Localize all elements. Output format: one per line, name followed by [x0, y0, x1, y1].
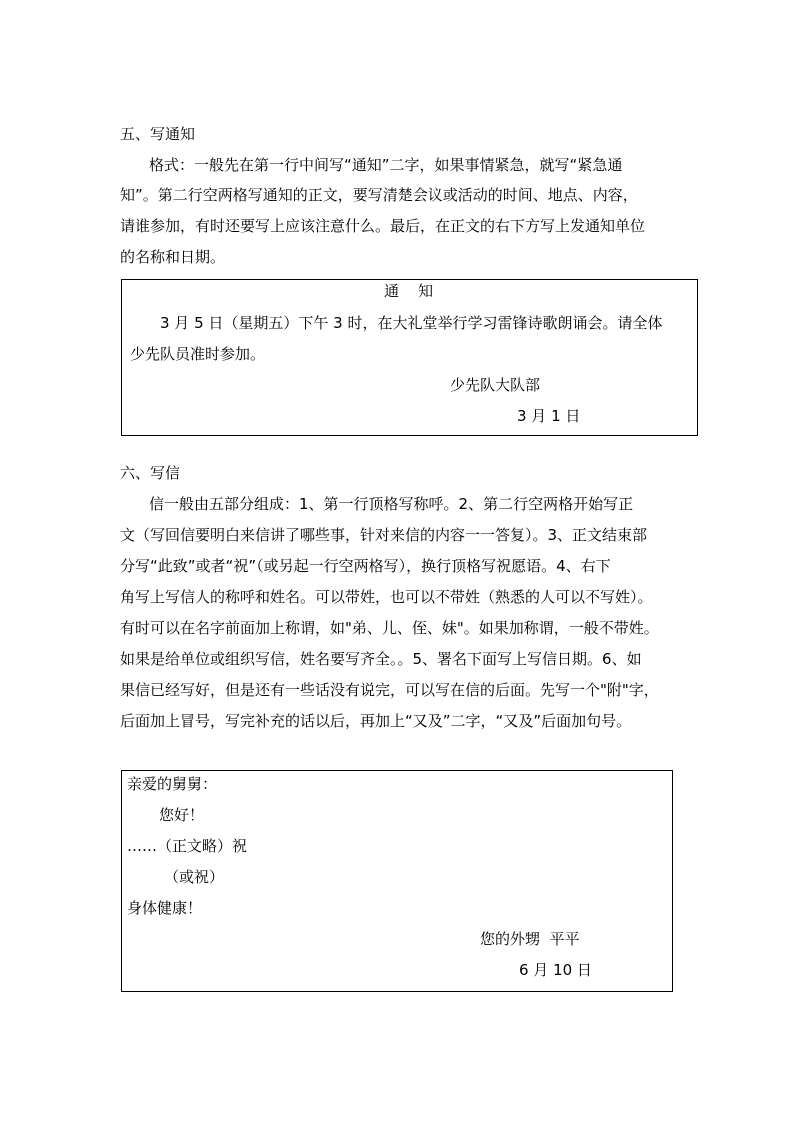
notice-example-box: [121, 279, 698, 436]
letter-date: 6 月 10 日: [519, 961, 592, 979]
section6-line-4: 角写上写信人的称呼和姓名。可以带姓，也可以不带姓（熟悉的人可以不写姓）。: [120, 588, 653, 606]
letter-signer: 您的外甥 平平: [480, 930, 580, 948]
letter-wish: 身体健康！: [127, 899, 203, 917]
notice-date: 3 月 1 日: [517, 407, 581, 425]
section5-heading: 五、写通知: [120, 125, 196, 143]
section6-line-7: 果信已经写好，但是还有一些话没有说完，可以写在信的后面。先写一个"附"字，: [120, 681, 659, 699]
letter-body: ……（正文略）祝: [127, 837, 248, 855]
section6-line-6: 如果是给单位或组织写信，姓名要写齐全。。5、署名下面写上写信日期。6、如: [120, 650, 642, 668]
notice-body-line-2: 少先队员准时参加。: [130, 345, 266, 363]
section6-line-1: 信一般由五部分组成：1、第一行顶格写称呼。2、第二行空两格开始写正: [149, 495, 634, 513]
section5-line-1: 格式：一般先在第一行中间写“通知”二字，如果事情紧急，就写“紧急通: [149, 156, 623, 174]
section5-line-3: 请谁参加，有时还要写上应该注意什么。最后，在正文的右下方写上发通知单位: [120, 217, 646, 235]
section5-line-4: 的名称和日期。: [120, 248, 226, 266]
section6-line-2: 文（写回信要明白来信讲了哪些事，针对来信的内容一一答复）。3、正文结束部: [120, 526, 648, 544]
section6-heading: 六、写信: [120, 464, 181, 482]
notice-body-line-1: 3 月 5 日（星期五）下午 3 时，在大礼堂举行学习雷锋诗歌朗诵会。请全体: [160, 314, 663, 332]
letter-example-box: [121, 770, 673, 992]
section5-line-2: 知”。第二行空两格写通知的正文，要写清楚会议或活动的时间、地点、内容，: [120, 186, 638, 204]
letter-greeting: 您好！: [159, 806, 205, 824]
section6-line-8: 后面加上冒号，写完补充的话以后，再加上“又及”二字，“又及”后面加句号。: [120, 712, 632, 730]
notice-title: 通 知: [384, 282, 434, 300]
letter-salutation: 亲爱的舅舅：: [127, 775, 218, 793]
letter-or-note: （或祝）: [164, 868, 225, 886]
notice-signer: 少先队大队部: [450, 376, 541, 394]
section6-line-5: 有时可以在名字前面加上称谓，如"弟、儿、侄、妹"。如果加称谓，一般不带姓。: [120, 619, 659, 637]
section6-line-3: 分写“此致”或者“祝”（或另起一行空两格写），换行顶格写祝愿语。4、右下: [120, 557, 611, 575]
